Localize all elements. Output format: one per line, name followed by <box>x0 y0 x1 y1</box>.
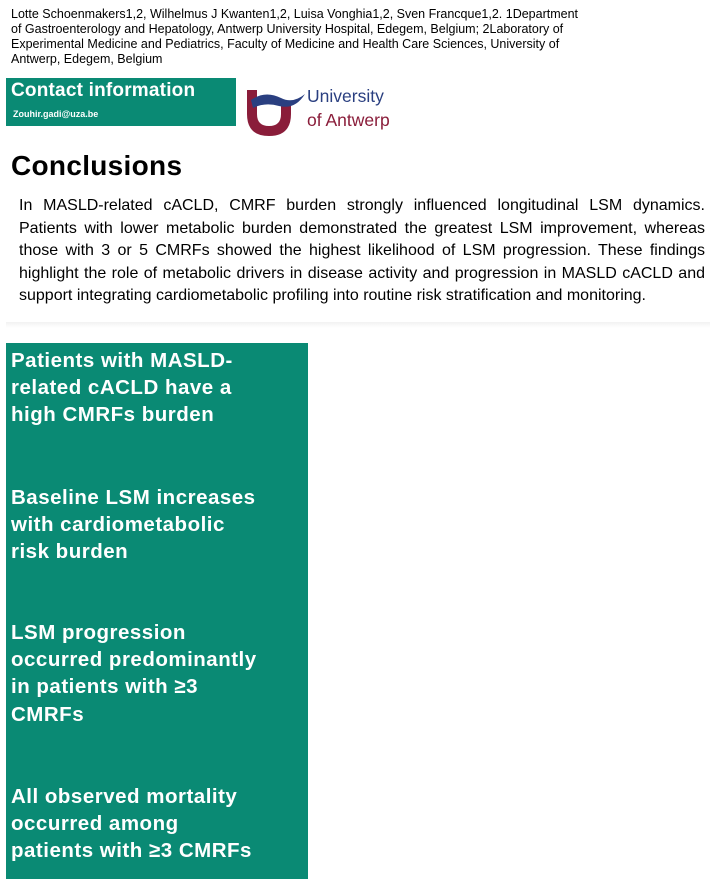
key-point-line: LSM progression <box>11 621 186 644</box>
author-line: Experimental Medicine and Pediatrics, Faculty of Medicine and Health Care Sciences, University of <box>11 37 560 51</box>
conclusions-heading: Conclusions <box>11 150 183 181</box>
contact-box <box>6 78 236 126</box>
key-point-line: Baseline LSM increases <box>11 486 256 509</box>
key-point-line: All observed mortality <box>11 785 238 808</box>
conclusions-paragraph: In MASLD-related cACLD, CMRF burden strongly influenced longitudinal LSM dynamics. Patients with lower metabolic burden demonstrated the greatest LSM improvement, whereas those with 3 or 5 CMRFs showed the highest likelihood of LSM progression. These findings highlight the role of metabolic drivers in disease activity and progression in MASLD cACLD and support integrating cardiometabolic profiling into routine risk stratification and monitoring. <box>19 197 705 305</box>
conclusions-divider <box>6 322 710 328</box>
key-point-line: occurred predominantly <box>11 648 257 672</box>
key-point-line: related cACLD have a <box>11 376 232 400</box>
logo-text-line2: of Antwerp <box>307 110 390 130</box>
key-points-panel <box>6 343 308 879</box>
key-point <box>11 619 311 728</box>
key-point-line: patients with ≥3 CMRFs <box>11 839 252 863</box>
key-point-line: Patients with MASLD- <box>11 349 233 372</box>
key-point-line: risk burden <box>11 540 129 564</box>
key-point <box>11 783 311 865</box>
author-affiliations <box>11 7 651 67</box>
author-line: Antwerp, Edegem, Belgium <box>11 52 163 66</box>
contact-email[interactable]: Zouhir.gadi@uza.be <box>13 109 99 119</box>
key-point-line: with cardiometabolic <box>11 513 225 537</box>
logo-text-line1: University <box>307 86 384 106</box>
key-point-line: CMRFs <box>11 702 85 726</box>
key-point-line: high CMRFs burden <box>11 403 215 427</box>
key-point <box>11 347 311 429</box>
key-point <box>11 484 311 566</box>
key-point-line: occurred among <box>11 812 179 836</box>
key-point-line: in patients with ≥3 <box>11 675 199 699</box>
contact-title: Contact information <box>11 80 196 101</box>
university-logo <box>241 80 411 140</box>
author-line: Lotte Schoenmakers1,2, Wilhelmus J Kwanten1,2, Luisa Vonghia1,2, Sven Francque1,2. 1Department <box>11 7 578 21</box>
author-line: of Gastroenterology and Hepatology, Antwerp University Hospital, Edegem, Belgium; 2Laboratory of <box>11 22 564 36</box>
university-of-antwerp-logo-icon <box>241 80 307 140</box>
